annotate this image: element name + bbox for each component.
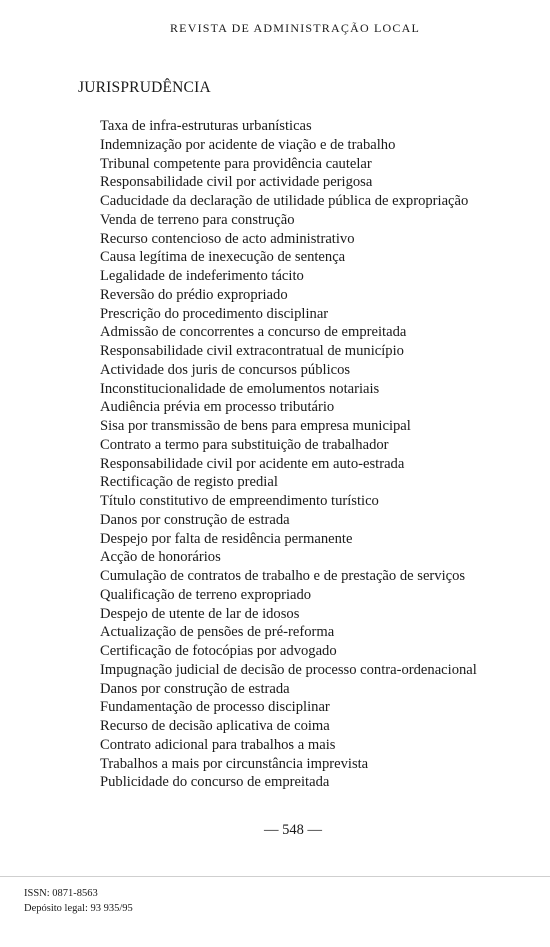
section-title: JURISPRUDÊNCIA	[78, 79, 211, 96]
topic-item: Admissão de concorrentes a concurso de empreitada	[100, 324, 407, 341]
footer-divider	[0, 876, 550, 877]
topic-item: Recurso de decisão aplicativa de coima	[100, 718, 330, 734]
topic-item: Trabalhos a mais por circunstância imprevista	[100, 755, 369, 772]
topic-list	[100, 117, 530, 792]
issn: ISSN: 0871-8563	[24, 888, 98, 899]
topic-item: Título constitutivo de empreendimento turístico	[100, 493, 379, 509]
topic-item: Legalidade de indeferimento tácito	[100, 268, 304, 284]
topic-item: Contrato a termo para substituição de trabalhador	[100, 436, 389, 453]
topic-item: Audiência prévia em processo tributário	[100, 399, 335, 416]
topic-item: Sisa por transmissão de bens para empresa municipal	[100, 418, 411, 434]
topic-item: Caducidade da declaração de utilidade pública de expropriação	[100, 193, 469, 209]
topic-item: Despejo por falta de residência permanente	[100, 530, 353, 547]
footer	[24, 887, 133, 916]
running-head: REVISTA DE ADMINISTRAÇÃO LOCAL	[169, 21, 421, 35]
topic-item: Prescrição do procedimento disciplinar	[100, 305, 329, 322]
topic-item: Danos por construção de estrada	[100, 511, 290, 528]
topic-item: Acção de honorários	[100, 549, 221, 566]
topic-item: Venda de terreno para construção	[100, 211, 295, 228]
topic-item: Impugnação judicial de decisão de processo contra-ordenacional	[100, 661, 477, 678]
topic-item: Responsabilidade civil por actividade perigosa	[100, 174, 373, 191]
page-number: — 548 —	[264, 822, 322, 838]
topic-item: Danos por construção de estrada	[100, 680, 290, 697]
topic-item: Cumulação de contratos de trabalho e de prestação de serviços	[100, 568, 466, 584]
topic-item: Despejo de utente de lar de idosos	[100, 605, 300, 622]
topic-item: Recurso contencioso de acto administrativo	[100, 230, 355, 247]
topic-item: Reversão do prédio expropriado	[100, 286, 288, 303]
topic-item: Responsabilidade civil extracontratual de município	[100, 343, 404, 359]
topic-item: Contrato adicional para trabalhos a mais	[100, 736, 336, 753]
topic-item: Indemnização por acidente de viação e de trabalho	[100, 136, 396, 153]
topic-item: Taxa de infra-estruturas urbanísticas	[100, 118, 312, 134]
topic-item: Actividade dos juris de concursos públicos	[100, 361, 351, 378]
legal-deposit: Depósito legal: 93 935/95	[24, 902, 133, 914]
topic-item: Certificação de fotocópias por advogado	[100, 643, 337, 659]
topic-item: Responsabilidade civil por acidente em auto-estrada	[100, 455, 405, 472]
topic-item: Causa legítima de inexecução de sentença	[100, 249, 346, 266]
topic-item: Tribunal competente para providência cautelar	[100, 155, 372, 172]
topic-item: Qualificação de terreno expropriado	[100, 586, 312, 603]
topic-item: Inconstitucionalidade de emolumentos notariais	[100, 380, 380, 397]
topic-item: Fundamentação de processo disciplinar	[100, 699, 330, 716]
topic-item: Actualização de pensões de pré-reforma	[100, 624, 335, 641]
topic-item: Rectificação de registo predial	[100, 474, 278, 491]
topic-item: Publicidade do concurso de empreitada	[100, 774, 330, 791]
